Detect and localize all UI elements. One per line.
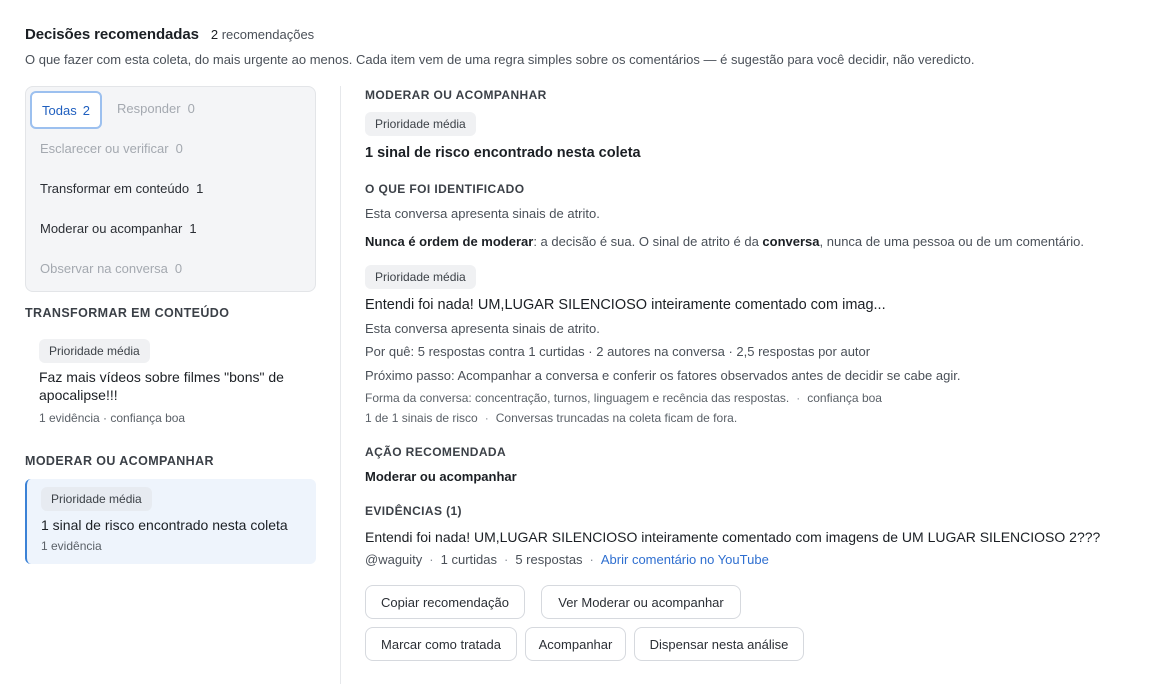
- dismiss-button[interactable]: Dispensar nesta análise: [634, 627, 804, 661]
- follow-button[interactable]: Acompanhar: [525, 627, 626, 661]
- notice-emphasis: conversa: [762, 234, 820, 249]
- detail-title: 1 sinal de risco encontrado nesta coleta: [365, 145, 641, 161]
- position-text: 1 de 1 sinais de risco: [365, 411, 478, 425]
- moderation-notice: [365, 234, 1084, 249]
- evidence-heading: EVIDÊNCIAS (1): [365, 504, 462, 518]
- truncation-note: Conversas truncadas na coleta ficam de fora.: [495, 411, 738, 425]
- detail-category: MODERAR OU ACOMPANHAR: [365, 88, 547, 102]
- notice-text: : a decisão é sua. O sinal de atrito é da: [533, 234, 763, 249]
- signal-description: Esta conversa apresenta sinais de atrito.: [365, 321, 600, 336]
- filter-observar[interactable]: [40, 261, 182, 276]
- filter-transformar[interactable]: [40, 181, 203, 196]
- filter-moderar[interactable]: [40, 221, 197, 236]
- signal-why: Por quê: 5 respostas contra 1 curtidas · 2 autores na conversa · 2,5 respostas por autor: [365, 344, 871, 359]
- filter-label: Todas: [42, 102, 77, 118]
- filter-todas[interactable]: [30, 91, 102, 129]
- action-heading: AÇÃO RECOMENDADA: [365, 445, 507, 459]
- filter-label: Transformar em conteúdo: [40, 181, 190, 196]
- view-moderate-button[interactable]: Ver Moderar ou acompanhar: [541, 585, 741, 619]
- copy-recommendation-button[interactable]: Copiar recomendação: [365, 585, 525, 619]
- filter-label: Esclarecer ou verificar: [40, 141, 169, 156]
- priority-badge: Prioridade média: [39, 339, 150, 363]
- card-meta: 1 evidência: [41, 539, 102, 553]
- evidence-text: Entendi foi nada! UM,LUGAR SILENCIOSO inteiramente comentado com imagens de UM LUGAR SILENCIOSO 2???: [365, 529, 1101, 545]
- filter-count: 0: [174, 261, 183, 276]
- signal-priority-wrap: [365, 265, 476, 289]
- signal-form: Forma da conversa: concentração, turnos, linguagem e recência das respostas. · confiança boa: [365, 391, 882, 405]
- page-title: Decisões recomendadas: [25, 26, 199, 43]
- identified-text: Esta conversa apresenta sinais de atrito.: [365, 206, 600, 221]
- priority-badge: Prioridade média: [365, 112, 476, 136]
- filter-count: 0: [175, 141, 183, 156]
- notice-text: , nunca de uma pessoa ou de um comentário.: [819, 234, 1085, 249]
- notice-emphasis: Nunca é ordem de moderar: [365, 234, 534, 249]
- signal-position: 1 de 1 sinais de risco · Conversas truncadas na coleta ficam de fora.: [365, 411, 738, 425]
- filter-count: 2: [82, 102, 90, 118]
- evidence-replies: 5 respostas: [515, 552, 583, 567]
- priority-badge: Prioridade média: [365, 265, 476, 289]
- filter-count: 0: [187, 101, 195, 116]
- recommendation-card-transformar[interactable]: [25, 334, 316, 430]
- form-text: Forma da conversa: concentração, turnos, linguagem e recência das respostas.: [365, 391, 790, 405]
- filter-count: 1: [189, 221, 197, 236]
- filter-esclarecer[interactable]: [40, 141, 183, 156]
- filter-panel: [25, 86, 316, 292]
- group-heading-moderar: MODERAR OU ACOMPANHAR: [25, 454, 214, 468]
- recommendation-card-moderar[interactable]: [25, 479, 316, 564]
- card-title: 1 sinal de risco encontrado nesta coleta: [41, 517, 288, 533]
- mark-treated-button[interactable]: Marcar como tratada: [365, 627, 517, 661]
- filter-label: Responder: [117, 101, 181, 116]
- card-meta: 1 evidência · confiança boa: [39, 411, 186, 425]
- group-heading-transformar: TRANSFORMAR EM CONTEÚDO: [25, 306, 230, 320]
- filter-responder[interactable]: [117, 101, 195, 116]
- count-number: 2: [210, 27, 219, 42]
- panel-divider: [340, 86, 341, 684]
- filter-label: Observar na conversa: [40, 261, 168, 276]
- detail-priority-wrap: [365, 112, 476, 136]
- signal-title: Entendi foi nada! UM,LUGAR SILENCIOSO inteiramente comentado com imag...: [365, 297, 886, 313]
- identified-heading: O QUE FOI IDENTIFICADO: [365, 182, 525, 196]
- signal-next-step: Próximo passo: Acompanhar a conversa e conferir os fatores observados antes de decidir se cabe agir.: [365, 368, 961, 383]
- card-title: Faz mais vídeos sobre filmes "bons" de apocalipse!!!: [39, 369, 284, 403]
- recommendation-count: [211, 27, 314, 42]
- evidence-author: @waguity: [365, 552, 423, 567]
- evidence-likes: 1 curtidas: [440, 552, 497, 567]
- recommended-action: Moderar ou acompanhar: [365, 469, 517, 484]
- page-subtitle: O que fazer com esta coleta, do mais urgente ao menos. Cada item vem de uma regra simples sobre os comentários — é sugestão para você decidir, não veredicto.: [25, 52, 975, 67]
- page-header: [25, 26, 1156, 67]
- filter-count: 1: [196, 181, 204, 196]
- priority-badge: Prioridade média: [41, 487, 152, 511]
- filter-label: Moderar ou acompanhar: [40, 221, 183, 236]
- confidence-text: confiança boa: [807, 391, 882, 405]
- count-label: recomendações: [221, 27, 315, 42]
- open-youtube-link[interactable]: Abrir comentário no YouTube: [600, 552, 769, 567]
- evidence-meta: @waguity · 1 curtidas · 5 respostas · Abrir comentário no YouTube: [365, 552, 769, 567]
